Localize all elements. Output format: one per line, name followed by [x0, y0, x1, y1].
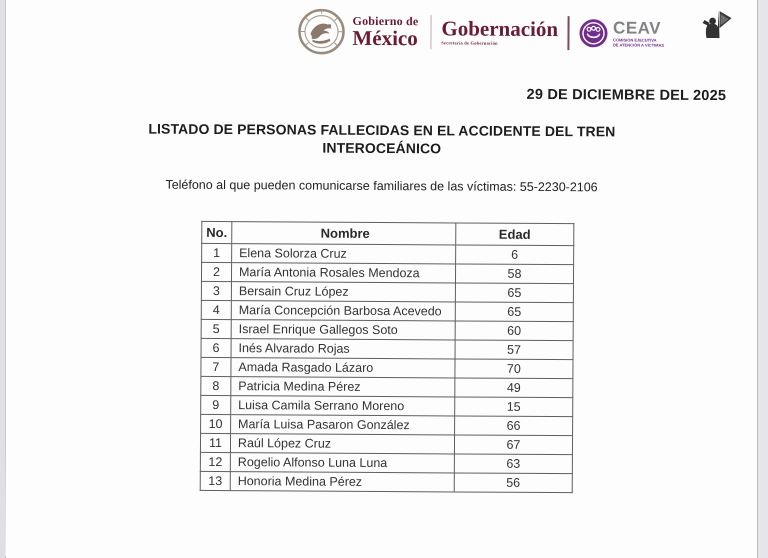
cell-nombre: Israel Enrique Gallegos Soto — [231, 320, 455, 340]
cell-edad: 60 — [455, 321, 573, 341]
gobernacion-title: Gobernación — [441, 16, 559, 42]
gobernacion-subtitle: Secretaría de Gobernación — [441, 40, 498, 46]
table-row — [201, 338, 573, 359]
cell-edad: 56 — [454, 473, 572, 493]
table-row — [200, 452, 572, 473]
cell-edad: 57 — [455, 340, 573, 360]
victims-table — [200, 221, 575, 493]
cell-no: 2 — [201, 262, 231, 281]
cell-edad: 70 — [455, 359, 573, 379]
table-row — [201, 319, 573, 340]
cell-no: 1 — [202, 243, 232, 262]
column-header-nombre: Nombre — [232, 222, 456, 245]
ceav-wordmark — [613, 19, 664, 48]
cell-edad: 6 — [456, 245, 574, 265]
cell-edad: 49 — [455, 378, 573, 398]
ceav-emblem-icon — [578, 18, 608, 48]
title-line-1: LISTADO DE PERSONAS FALLECIDAS EN EL ACCIDENTE DEL TREN — [148, 120, 616, 140]
right-page-edge — [757, 0, 768, 558]
table-row — [200, 433, 572, 454]
cell-edad: 58 — [455, 264, 573, 284]
cell-edad: 67 — [454, 435, 572, 455]
cell-no: 9 — [201, 395, 231, 414]
document-title — [8, 119, 756, 161]
cell-no: 10 — [201, 414, 231, 433]
table-row — [201, 300, 573, 321]
table-row — [201, 357, 573, 378]
cell-nombre: María Luisa Pasaron González — [231, 415, 455, 435]
cell-nombre: Luisa Camila Serrano Moreno — [231, 396, 455, 416]
table-row — [202, 243, 574, 264]
cell-edad: 65 — [455, 283, 573, 303]
table-row — [201, 376, 573, 397]
cell-nombre: Rogelio Alfonso Luna Luna — [230, 453, 454, 473]
table-row — [200, 471, 572, 492]
cell-nombre: María Antonia Rosales Mendoza — [231, 263, 455, 283]
ceav-subtitle: COMISIÓN EJECUTIVA DE ATENCIÓN A VÍCTIMAS — [612, 37, 665, 48]
cell-no: 4 — [201, 300, 231, 319]
cell-nombre: Honoria Medina Pérez — [230, 472, 454, 492]
cell-edad: 66 — [455, 416, 573, 436]
gobernacion-wordmark — [441, 16, 559, 47]
title-line-2: INTEROCEÁNICO — [322, 140, 442, 157]
table-row — [201, 262, 573, 283]
cell-no: 6 — [201, 338, 231, 357]
cell-edad: 15 — [455, 397, 573, 417]
cell-nombre: Inés Alvarado Rojas — [231, 339, 455, 359]
document-page — [5, 0, 756, 558]
mexico-label: México — [352, 25, 418, 51]
column-header-no: No. — [202, 221, 232, 243]
column-header-edad: Edad — [456, 223, 574, 246]
table-row — [201, 281, 573, 302]
cell-no: 7 — [201, 357, 231, 376]
cell-nombre: María Concepción Barbosa Acevedo — [231, 301, 455, 321]
header-logo-bar — [296, 7, 664, 57]
table-row — [201, 414, 573, 435]
cell-nombre: Bersain Cruz López — [231, 282, 455, 302]
contact-phone-line: Teléfono al que pueden comunicarse familiares de las víctimas: 55-2230-2106 — [165, 177, 598, 195]
flag-bearer-icon — [698, 8, 732, 46]
cell-no: 11 — [200, 433, 230, 452]
mexico-seal-icon — [296, 7, 348, 55]
cell-nombre: Patricia Medina Pérez — [231, 377, 455, 397]
cell-no: 12 — [200, 452, 230, 471]
cell-edad: 65 — [455, 302, 573, 322]
logo-divider — [430, 15, 431, 49]
document-date: 29 DE DICIEMBRE DEL 2025 — [526, 86, 727, 105]
cell-no: 5 — [201, 319, 231, 338]
table-header — [202, 221, 574, 245]
cell-nombre: Elena Solorza Cruz — [232, 244, 456, 264]
gobierno-de-mexico-wordmark — [352, 15, 418, 49]
cell-no: 8 — [201, 376, 231, 395]
cell-nombre: Raúl López Cruz — [230, 434, 454, 454]
ceav-acronym: CEAV — [613, 17, 662, 38]
gobierno-de-label: Gobierno de — [352, 13, 419, 29]
cell-nombre: Amada Rasgado Lázaro — [231, 358, 455, 378]
table-row — [201, 395, 573, 416]
cell-edad: 63 — [454, 454, 572, 474]
cell-no: 3 — [201, 281, 231, 300]
cell-no: 13 — [200, 471, 230, 490]
ceav-logo — [578, 18, 664, 49]
logo-divider — [567, 16, 569, 50]
